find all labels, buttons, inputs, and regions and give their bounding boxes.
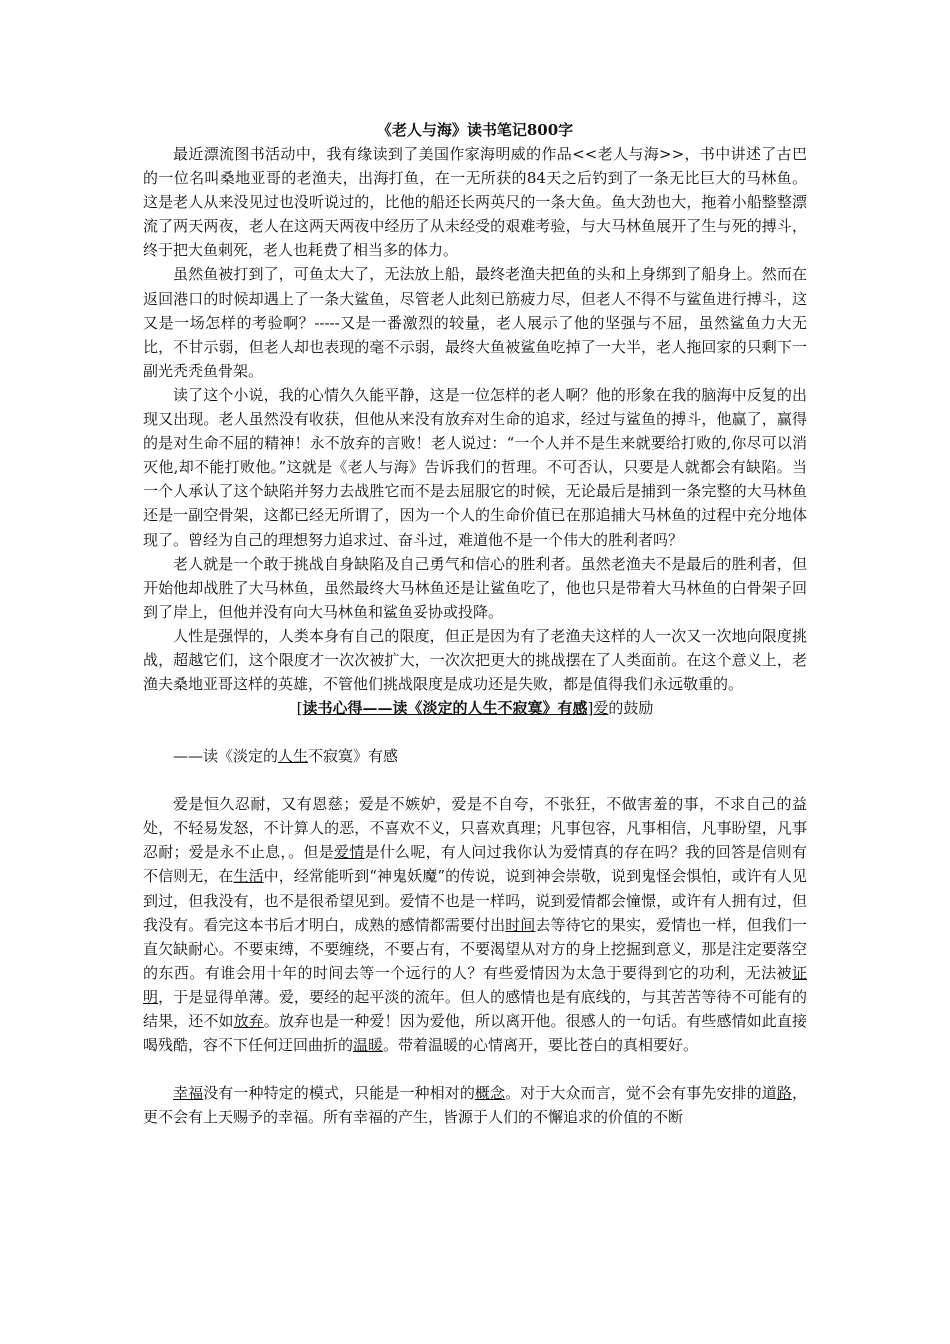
heading-rest: 的鼓励 bbox=[608, 699, 654, 718]
love-text-c: 中，经常能听到“神鬼妖魔”的传说，说到神会崇敬，说到鬼怪会惧怕，或许有人见到过，但我没有，也不是很希望见到。爱情不也是一样吗，说到爱情都会憧憬，或许有人拥有过，但我没有。看完这本书后才明白，成熟的感情都需要付出 bbox=[143, 867, 807, 934]
link-concept[interactable]: 概念 bbox=[474, 1084, 506, 1103]
link-road[interactable]: 路 bbox=[776, 1084, 792, 1103]
happy-text-a: 没有一种特定的模式，只能是一种相对的 bbox=[203, 1084, 475, 1103]
love-text-a: 爱是恒久忍耐，又有恩慈；爱是不嫉妒，爱是不自夸，不张狂，不做害羞的事，不求自己的益处，不轻易发怒，不计算人的恶，不喜欢不义，只喜欢真理；凡事包容，凡事相信，凡事盼望，凡事忍耐；爱是永不止息，。但是 bbox=[143, 795, 807, 862]
heading-bracket-close: ] bbox=[587, 699, 594, 718]
section-heading bbox=[143, 696, 807, 720]
link-time[interactable]: 时间 bbox=[505, 915, 536, 934]
love-text-e: ，于是显得单薄。爱，要经的起平淡的流年。但人的感情也是有底线的，与其苦苦等待不可能有的结果，还不如 bbox=[143, 987, 807, 1030]
paragraph-love bbox=[143, 792, 807, 1057]
link-proof[interactable]: 证明 bbox=[143, 963, 807, 1006]
section-subtitle bbox=[143, 744, 807, 768]
love-text-d: 去等待它的果实，爱情也一样，但我们一直欠缺耐心。不要束缚，不要缠绕，不要占有，不要渴望从对方的身上挖掘到意义，那是注定要落空的东西。有谁会用十年的时间去等一个远行的人？有些爱情因为太急于要得到它的功利，无法被 bbox=[143, 915, 807, 982]
document-page bbox=[143, 118, 807, 1129]
link-happiness[interactable]: 幸福 bbox=[173, 1084, 204, 1103]
happy-text-c: ，更不会有上天赐予的幸福。所有幸福的产生，皆源于人们的不懈追求的价值的不断 bbox=[143, 1084, 807, 1127]
subtitle-post: 不寂寞》有感 bbox=[308, 747, 399, 766]
link-warmth[interactable]: 温暖 bbox=[353, 1036, 384, 1055]
paragraph-1: 最近漂流图书活动中，我有缘读到了美国作家海明威的作品<<老人与海>>，书中讲述了古巴的一位名叫桑地亚哥的老渔夫，出海打鱼，在一无所获的84天之后钓到了一条无比巨大的马林鱼。这是老人从来没见过也没听说过的，比他的船还长两英尺的一条大鱼。鱼大劲也大，拖着小船整整漂流了两天两夜，老人在这两天两夜中经历了从未经受的艰难考验，与大马林鱼展开了生与死的搏斗，终于把大鱼刺死，老人也耗费了相当多的体力。 bbox=[143, 145, 807, 260]
link-give-up[interactable]: 放弃 bbox=[233, 1012, 264, 1030]
document-title: 《老人与海》读书笔记800字 bbox=[376, 121, 574, 139]
love-text-g: 。带着温暖的心情离开，要比苍白的真相要好。 bbox=[383, 1036, 699, 1055]
subtitle-pre: ——读《淡定的 bbox=[173, 747, 279, 766]
heading-link-love[interactable]: 爱 bbox=[593, 699, 609, 718]
heading-bold-link[interactable]: 读书心得——读《淡定的人生不寂寞》有感 bbox=[302, 699, 588, 718]
happy-text-b: 。对于大众而言，觉不会有事先安排的道 bbox=[505, 1084, 777, 1103]
subtitle-link-life[interactable]: 人生 bbox=[278, 747, 309, 766]
paragraph-4: 老人就是一个敢于挑战自身缺陷及自己勇气和信心的胜利者。虽然老渔夫不是最后的胜利者，但开始他却战胜了大马林鱼，虽然最终大马林鱼还是让鲨鱼吃了，他也只是带着大马林鱼的白骨架子回到了岸上，但他并没有向大马林鱼和鲨鱼妥协或投降。 bbox=[143, 554, 807, 621]
love-text-f: 。放弃也是一种爱！因为爱他，所以离开他。很感人的一句话。有些感情如此直接喝残酷，容不下任何迂回曲折的 bbox=[143, 1012, 807, 1055]
love-text-b: 是什么呢，有人问过我你认为爱情真的存在吗？我的回答是信则有不信则无，在 bbox=[143, 843, 807, 886]
paragraph-3: 读了这个小说，我的心情久久能平静，这是一位怎样的老人啊？他的形象在我的脑海中反复的出现又出现。老人虽然没有收获，但他从来没有放弃对生命的追求，经过与鲨鱼的搏斗，他赢了，赢得的是对生命不屈的精神！永不放弃的言败！老人说过：“一个人并不是生来就要给打败的,你尽可以消灭他,却不能打败他。”这就是《老人与海》告诉我们的哲理。不可否认，只要是人就都会有缺陷。当一个人承认了这个缺陷并努力去战胜它而不是去屈服它的时候，无论最后是捕到一条完整的大马林鱼还是一副空骨架，这都已经无所谓了，因为一个人的生命价值已在那追捕大马林鱼的过程中充分地体现了。曾经为自己的理想努力追求过、奋斗过，难道他不是一个伟大的胜利者吗？ bbox=[143, 385, 807, 549]
paragraph-2: 虽然鱼被打到了，可鱼太大了，无法放上船，最终老渔夫把鱼的头和上身绑到了船身上。然而在返回港口的时候却遇上了一条大鲨鱼，尽管老人此刻已筋疲力尽，但老人不得不与鲨鱼进行搏斗，这又是一场怎样的考验啊？-----又是一番激烈的较量，老人展示了他的坚强与不屈，虽然鲨鱼力大无比，不甘示弱，但老人却也表现的毫不示弱，最终大鱼被鲨鱼吃掉了一大半，老人拖回家的只剩下一副光秃秃鱼骨架。 bbox=[143, 265, 807, 380]
link-love[interactable]: 爱情 bbox=[333, 843, 365, 862]
paragraph-happiness bbox=[143, 1081, 807, 1129]
paragraph-5: 人性是强悍的，人类本身有自己的限度，但正是因为有了老渔夫这样的人一次又一次地向限度挑战，超越它们，这个限度才一次次被扩大，一次次把更大的挑战摆在了人类面前。在这个意义上，老渔夫桑地亚哥这样的英雄，不管他们挑战限度是成功还是失败，都是值得我们永远敬重的。 bbox=[143, 626, 807, 694]
link-life[interactable]: 生活 bbox=[233, 867, 264, 886]
heading-bracket-open: [ bbox=[296, 699, 303, 718]
